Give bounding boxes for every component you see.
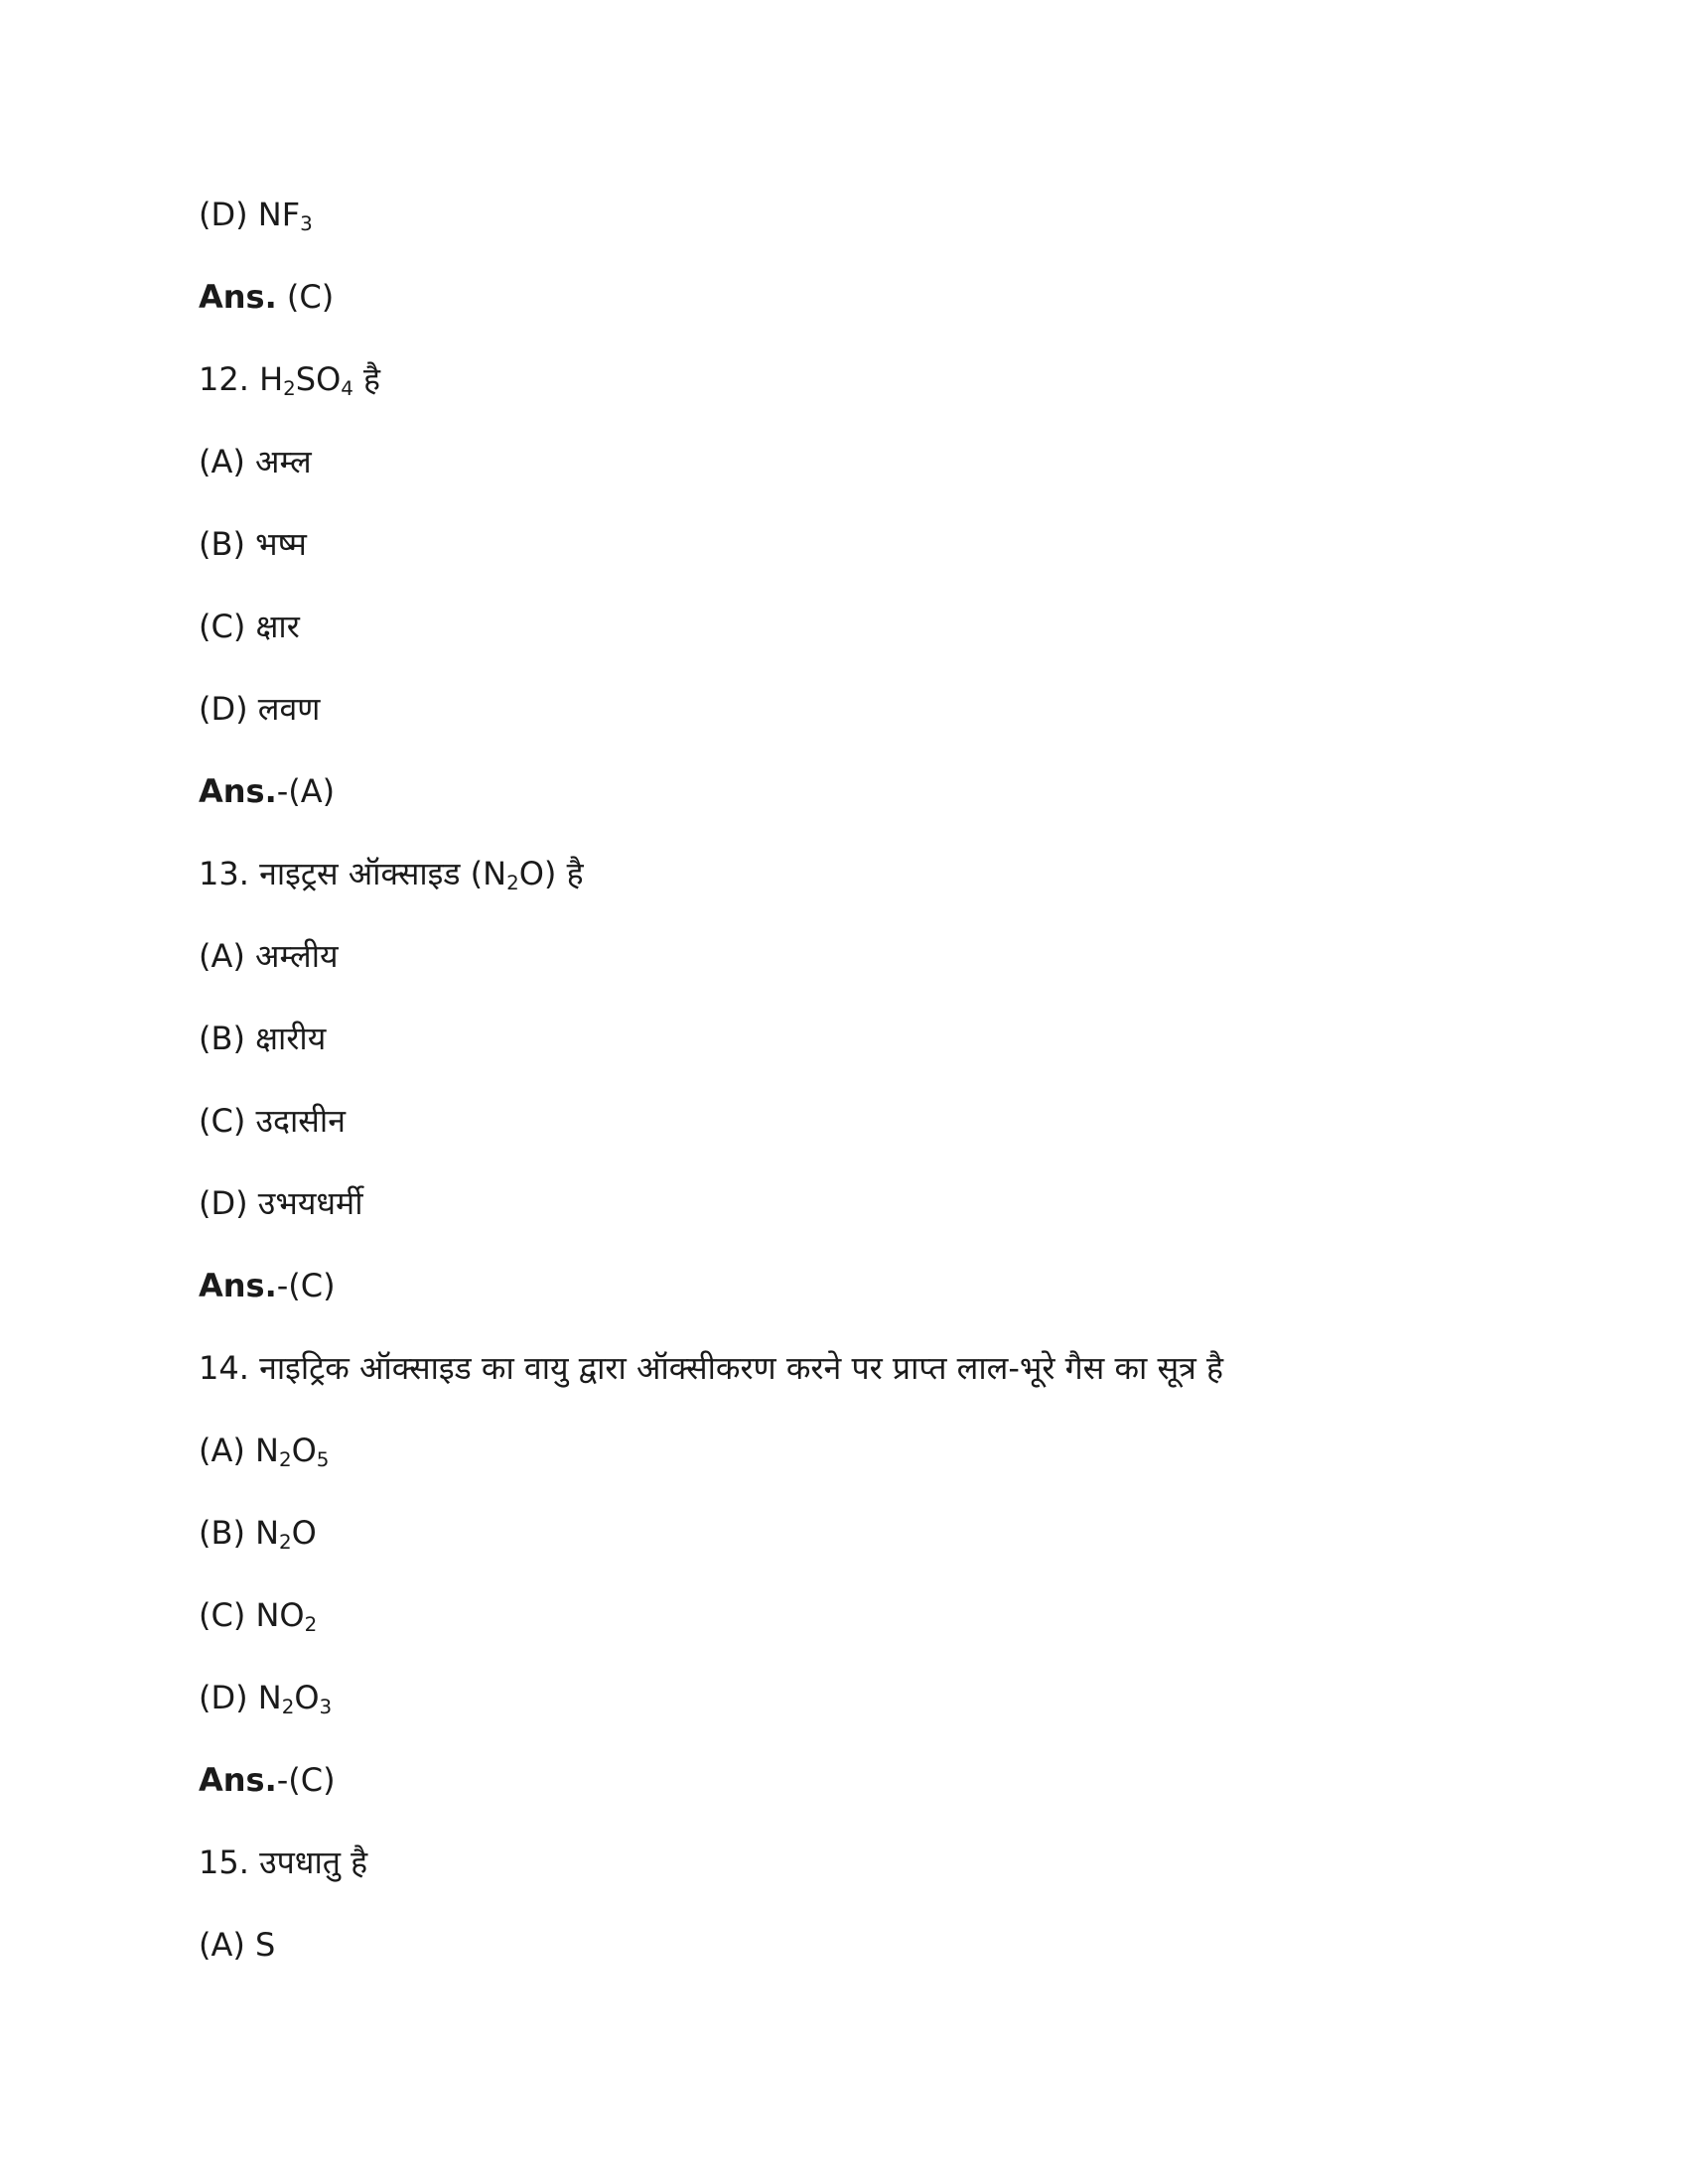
q14-answer [199,1760,1569,1843]
q11-answer [199,277,1569,359]
q12-option-b: (B) भष्म [199,525,307,563]
q14-option-d: (D) $N_2O_3$ [199,1679,333,1718]
q13-option-d: (D) उभयधर्मी [199,1184,363,1222]
q13-option-b: (B) क्षारीय [199,1020,327,1057]
answer-value: -(C) [276,1267,336,1304]
q12-question: 12. $H_2SO_4$ है [199,360,381,400]
q13-option-a: (A) अम्लीय [199,937,339,975]
q14-question: 14. नाइट्रिक ऑक्साइड का वायु द्वारा ऑक्सीकरण करने पर प्राप्त लाल-भूरे गैस का सूत्र है [199,1349,1223,1387]
answer-value: (C) [276,278,335,316]
q13-answer [199,1266,1569,1348]
q11-option-d: (D) $NF_3$ [199,196,313,235]
answer-value: -(A) [276,772,336,810]
q12-option-a: (A) अम्ल [199,443,312,480]
document-page [199,195,1569,2007]
answer-label: Ans. [199,278,277,316]
q14-option-a: (A) $N_2O_5$ [199,1432,330,1471]
q13-question: 13. नाइट्रस ऑक्साइड $(N_2O)$ है [199,855,584,894]
q12-option-d: (D) लवण [199,690,321,728]
answer-label: Ans. [199,1267,277,1304]
answer-label: Ans. [199,772,277,810]
q15-option-a: (A) S [199,1926,276,1964]
q13-option-c: (C) उदासीन [199,1102,346,1140]
q12-option-c: (C) क्षार [199,608,300,645]
q15-question: 15. उपधातु है [199,1843,368,1881]
q14-option-b: (B) $N_2O$ [199,1514,317,1554]
answer-label: Ans. [199,1761,277,1799]
answer-value: -(C) [276,1761,336,1799]
q14-option-c: (C) $NO_2$ [199,1596,318,1636]
q12-answer [199,771,1569,854]
